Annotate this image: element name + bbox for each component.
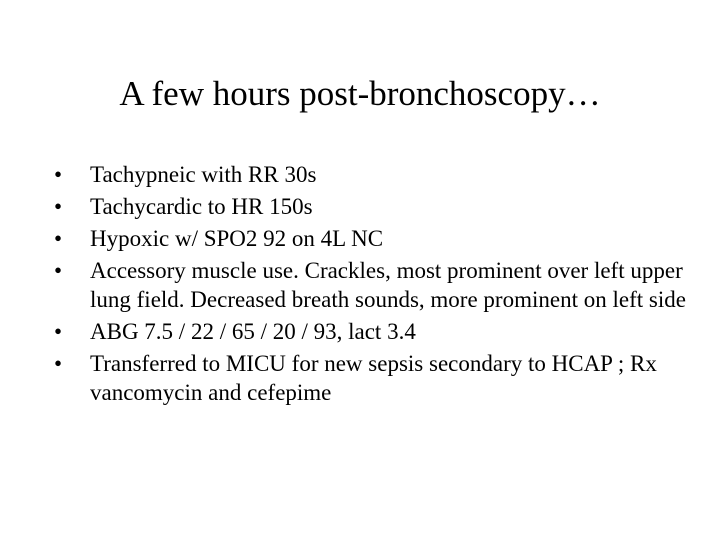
bullet-text: Accessory muscle use. Crackles, most prominent over left upper lung field. Decreased breath sounds, more prominent on left side: [90, 258, 686, 312]
bullet-text: ABG 7.5 / 22 / 65 / 20 / 93, lact 3.4: [90, 319, 416, 344]
bullet-marker: •: [54, 319, 63, 344]
list-item: [54, 349, 694, 407]
list-item: [54, 256, 694, 314]
list-item: [54, 224, 694, 253]
bullet-marker: •: [54, 258, 63, 283]
bullet-marker: •: [54, 351, 63, 376]
slide-title: A few hours post-bronchoscopy…: [119, 74, 601, 113]
bullet-marker: •: [54, 194, 63, 219]
bullet-text: Transferred to MICU for new sepsis secondary to HCAP ; Rx vancomycin and cefepime: [90, 351, 657, 405]
list-item: [54, 160, 694, 189]
bullet-text: Tachypneic with RR 30s: [90, 162, 317, 187]
bullet-marker: •: [54, 162, 63, 187]
list-item: [54, 192, 694, 221]
bullet-text: Tachycardic to HR 150s: [90, 194, 313, 219]
bullet-list: [54, 160, 694, 410]
list-item: [54, 317, 694, 346]
bullet-marker: •: [54, 226, 63, 251]
bullet-text: Hypoxic w/ SPO2 92 on 4L NC: [90, 226, 384, 251]
